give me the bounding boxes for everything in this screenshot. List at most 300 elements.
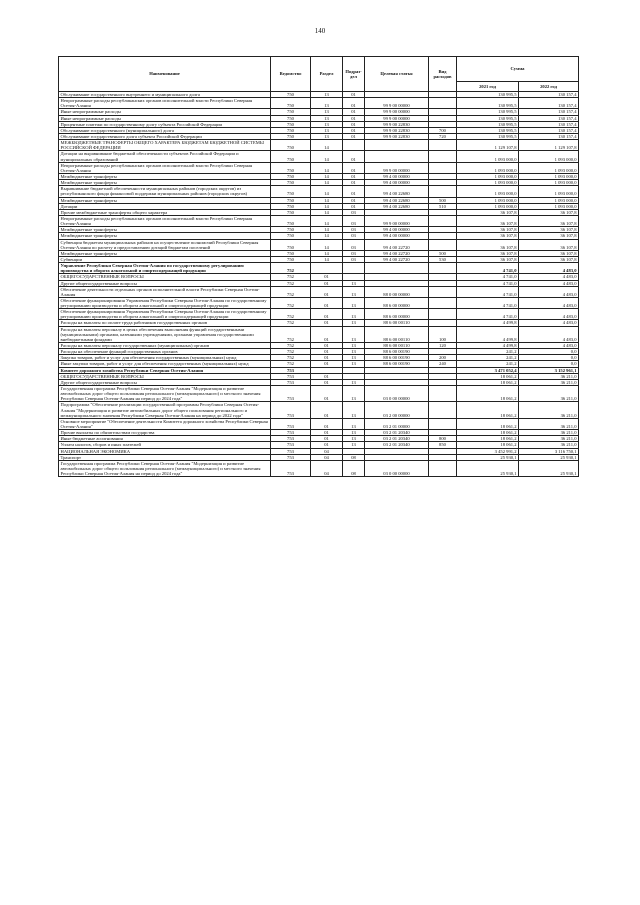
cell-ministry: 750 bbox=[271, 209, 311, 215]
cell-sum-2021: 36 107,8 bbox=[457, 239, 519, 250]
cell-expense-type: 800 bbox=[429, 436, 457, 442]
cell-subsection: 13 bbox=[343, 379, 365, 385]
cell-subsection: 13 bbox=[343, 436, 365, 442]
table-row bbox=[59, 186, 579, 197]
cell-ministry: 750 bbox=[271, 121, 311, 127]
cell-name: Межбюджетные трансферты bbox=[59, 197, 271, 203]
cell-sum-2022: 130 157,4 bbox=[519, 121, 579, 127]
cell-sum-2022: 4 483,0 bbox=[519, 274, 579, 280]
cell-subsection: 13 bbox=[343, 442, 365, 448]
cell-target-article: 88 6 00 00000 bbox=[365, 309, 429, 320]
cell-name: Транспорт bbox=[59, 454, 271, 460]
cell-sum-2022: 1 093 000,0 bbox=[519, 180, 579, 186]
cell-target-article: 03 2 01 00000 bbox=[365, 418, 429, 429]
cell-target-article: 88 6 00 00110 bbox=[365, 343, 429, 349]
cell-expense-type bbox=[429, 162, 457, 173]
cell-sum-2021: 130 995,5 bbox=[457, 127, 519, 133]
cell-ministry: 750 bbox=[271, 180, 311, 186]
cell-ministry: 750 bbox=[271, 256, 311, 262]
cell-ministry: 750 bbox=[271, 197, 311, 203]
cell-subsection: 03 bbox=[343, 227, 365, 233]
cell-sum-2021: 25 930,1 bbox=[457, 454, 519, 460]
cell-sum-2022: 1 093 000,0 bbox=[519, 173, 579, 179]
cell-target-article: 99 9 00 00000 bbox=[365, 109, 429, 115]
cell-target-article bbox=[365, 263, 429, 274]
cell-section: 14 bbox=[311, 233, 343, 239]
table-row bbox=[59, 326, 579, 342]
cell-name: Обслуживание государственного долга субъекта Российской Федерации bbox=[59, 133, 271, 139]
cell-sum-2022: 130 157,4 bbox=[519, 92, 579, 98]
cell-sum-2022: 3 116 750,1 bbox=[519, 448, 579, 454]
cell-name: Расходы на выплаты персоналу в целях обеспечения выполнения функций государственными (муниципальными) органами, казенными учреждениями, органами управления государственными внебюджетными фондами bbox=[59, 326, 271, 342]
cell-ministry: 750 bbox=[271, 215, 311, 226]
cell-expense-type bbox=[429, 402, 457, 418]
cell-sum-2022: 25 930,1 bbox=[519, 454, 579, 460]
cell-ministry: 753 bbox=[271, 379, 311, 385]
cell-sum-2021: 241,2 bbox=[457, 355, 519, 361]
cell-section: 14 bbox=[311, 173, 343, 179]
cell-sum-2021: 130 995,5 bbox=[457, 92, 519, 98]
cell-ministry: 750 bbox=[271, 162, 311, 173]
table-row bbox=[59, 386, 579, 402]
cell-target-article bbox=[365, 151, 429, 162]
cell-ministry: 750 bbox=[271, 239, 311, 250]
cell-section: 14 bbox=[311, 180, 343, 186]
cell-name: Основное мероприятие "Обеспечение деятельности Комитета дорожного хозяйства Республики Северная Осетия-Алания" bbox=[59, 418, 271, 429]
cell-sum-2021: 25 930,1 bbox=[457, 460, 519, 476]
cell-sum-2022: 36 211,0 bbox=[519, 436, 579, 442]
cell-sum-2022: 0,0 bbox=[519, 361, 579, 367]
cell-subsection: 03 bbox=[343, 209, 365, 215]
cell-subsection: 13 bbox=[343, 309, 365, 320]
cell-sum-2021: 1 093 000,0 bbox=[457, 186, 519, 197]
cell-sum-2021: 18 061,2 bbox=[457, 379, 519, 385]
cell-sum-2022: 36 107,8 bbox=[519, 233, 579, 239]
cell-ministry: 750 bbox=[271, 127, 311, 133]
cell-section: 13 bbox=[311, 98, 343, 109]
cell-name: Обеспечение функционирования Управления Республики Северная Осетия-Алания по государственному регулированию производства и оборота алкогольной и спиртосодержащей продукции bbox=[59, 309, 271, 320]
cell-sum-2022: 4 483,0 bbox=[519, 320, 579, 326]
cell-sum-2021: 18 061,2 bbox=[457, 430, 519, 436]
cell-subsection: 01 bbox=[343, 203, 365, 209]
cell-target-article: 88 6 00 00110 bbox=[365, 326, 429, 342]
cell-subsection: 03 bbox=[343, 256, 365, 262]
cell-section: 14 bbox=[311, 162, 343, 173]
cell-sum-2022: 36 211,0 bbox=[519, 373, 579, 379]
cell-target-article: 99 9 00 22830 bbox=[365, 133, 429, 139]
cell-section: 01 bbox=[311, 286, 343, 297]
cell-subsection: 01 bbox=[343, 92, 365, 98]
cell-name: МЕЖБЮДЖЕТНЫЕ ТРАНСФЕРТЫ ОБЩЕГО ХАРАКТЕРА БЮДЖЕТАМ БЮДЖЕТНОЙ СИСТЕМЫ РОССИЙСКОЙ ФЕДЕРАЦИИ bbox=[59, 140, 271, 151]
table-row bbox=[59, 215, 579, 226]
cell-ministry: 752 bbox=[271, 343, 311, 349]
cell-expense-type bbox=[429, 309, 457, 320]
cell-name: Закупка товаров, работ и услуг для обеспечения государственных (муниципальных) нужд bbox=[59, 355, 271, 361]
cell-name: Межбюджетные трансферты bbox=[59, 227, 271, 233]
cell-sum-2021: 36 107,8 bbox=[457, 215, 519, 226]
cell-expense-type: 500 bbox=[429, 197, 457, 203]
cell-subsection: 08 bbox=[343, 460, 365, 476]
cell-name: Межбюджетные трансферты bbox=[59, 250, 271, 256]
cell-sum-2021: 4 499,8 bbox=[457, 326, 519, 342]
cell-name: Обслуживание государственного внутреннего и муниципального долга bbox=[59, 92, 271, 98]
cell-sum-2022: 130 157,4 bbox=[519, 109, 579, 115]
cell-subsection: 13 bbox=[343, 402, 365, 418]
cell-sum-2021: 18 061,2 bbox=[457, 402, 519, 418]
cell-section: 01 bbox=[311, 274, 343, 280]
cell-section: 01 bbox=[311, 297, 343, 308]
cell-subsection: 01 bbox=[343, 133, 365, 139]
cell-target-article: 03 2 01 20340 bbox=[365, 442, 429, 448]
cell-section: 01 bbox=[311, 430, 343, 436]
cell-sum-2022: 1 129 107,8 bbox=[519, 140, 579, 151]
cell-subsection: 13 bbox=[343, 286, 365, 297]
cell-name: Прочие выплаты по обязательствам государства bbox=[59, 430, 271, 436]
cell-ministry: 752 bbox=[271, 326, 311, 342]
cell-section: 14 bbox=[311, 215, 343, 226]
cell-section: 13 bbox=[311, 92, 343, 98]
cell-expense-type: 500 bbox=[429, 250, 457, 256]
cell-ministry: 753 bbox=[271, 386, 311, 402]
cell-subsection: 13 bbox=[343, 361, 365, 367]
cell-name: Государственная программа Республики Северная Осетия-Алания "Модернизация и развитие автомобильных дорог общего пользования регионального (межмуниципального) и местного значения Республики Северная Осетия-Алания на период до 2024 года" bbox=[59, 460, 271, 476]
cell-ministry: 750 bbox=[271, 173, 311, 179]
cell-subsection: 13 bbox=[343, 349, 365, 355]
cell-name: Субвенция бюджетам муниципальных районов на осуществление полномочий Республики Северная Осетия-Алания по расчету и предоставлению дотаций бюджетам поселений bbox=[59, 239, 271, 250]
cell-sum-2021: 130 995,5 bbox=[457, 98, 519, 109]
cell-ministry: 752 bbox=[271, 320, 311, 326]
cell-target-article: 88 6 00 00190 bbox=[365, 361, 429, 367]
cell-ministry: 750 bbox=[271, 109, 311, 115]
cell-expense-type: 700 bbox=[429, 127, 457, 133]
table-body bbox=[59, 92, 579, 477]
cell-sum-2022: 4 483,0 bbox=[519, 297, 579, 308]
cell-sum-2021: 241,2 bbox=[457, 349, 519, 355]
cell-subsection: 13 bbox=[343, 280, 365, 286]
cell-section: 14 bbox=[311, 151, 343, 162]
budget-table bbox=[58, 56, 579, 477]
cell-expense-type: 100 bbox=[429, 326, 457, 342]
cell-subsection: 01 bbox=[343, 197, 365, 203]
cell-name: ОБЩЕГОСУДАРСТВЕННЫЕ ВОПРОСЫ bbox=[59, 274, 271, 280]
cell-section: 14 bbox=[311, 256, 343, 262]
cell-name: Иные закупки товаров, работ и услуг для обеспечения государственных (муниципальных) нужд bbox=[59, 361, 271, 367]
cell-sum-2022: 36 211,0 bbox=[519, 418, 579, 429]
cell-section: 14 bbox=[311, 209, 343, 215]
cell-target-article: 99 4 00 22680 bbox=[365, 186, 429, 197]
cell-subsection: 01 bbox=[343, 115, 365, 121]
cell-subsection: 03 bbox=[343, 250, 365, 256]
cell-sum-2021: 130 995,5 bbox=[457, 133, 519, 139]
cell-name: Уплата налогов, сборов и иных платежей bbox=[59, 442, 271, 448]
cell-target-article: 99 4 00 00000 bbox=[365, 233, 429, 239]
table-row bbox=[59, 460, 579, 476]
cell-ministry: 752 bbox=[271, 263, 311, 274]
cell-ministry: 752 bbox=[271, 286, 311, 297]
cell-sum-2021: 36 107,8 bbox=[457, 250, 519, 256]
cell-name: Непрограммные расходы республиканских органов исполнительной власти Республики Северная Осетия-Алания bbox=[59, 215, 271, 226]
cell-target-article: 88 0 00 00000 bbox=[365, 286, 429, 297]
cell-sum-2021: 1 093 000,0 bbox=[457, 151, 519, 162]
cell-sum-2022: 36 107,8 bbox=[519, 250, 579, 256]
cell-expense-type: 240 bbox=[429, 361, 457, 367]
cell-ministry: 753 bbox=[271, 442, 311, 448]
cell-sum-2021: 36 107,8 bbox=[457, 227, 519, 233]
cell-name: Иные бюджетные ассигнования bbox=[59, 436, 271, 442]
cell-name: Межбюджетные трансферты bbox=[59, 233, 271, 239]
cell-expense-type bbox=[429, 386, 457, 402]
cell-sum-2021: 4 741,0 bbox=[457, 309, 519, 320]
cell-sum-2022: 1 093 000,0 bbox=[519, 197, 579, 203]
cell-sum-2022: 130 157,4 bbox=[519, 115, 579, 121]
table-row bbox=[59, 263, 579, 274]
cell-target-article: 99 9 00 22830 bbox=[365, 127, 429, 133]
cell-sum-2021: 18 061,2 bbox=[457, 436, 519, 442]
cell-section: 01 bbox=[311, 436, 343, 442]
cell-subsection: 13 bbox=[343, 297, 365, 308]
cell-subsection: 01 bbox=[343, 162, 365, 173]
cell-sum-2021: 3 471 052,4 bbox=[457, 367, 519, 373]
cell-sum-2022: 4 483,0 bbox=[519, 286, 579, 297]
cell-subsection: 01 bbox=[343, 98, 365, 109]
cell-section: 14 bbox=[311, 227, 343, 233]
cell-sum-2022: 36 211,0 bbox=[519, 430, 579, 436]
cell-sum-2022: 36 211,0 bbox=[519, 379, 579, 385]
cell-section: 01 bbox=[311, 418, 343, 429]
cell-expense-type bbox=[429, 215, 457, 226]
table-row bbox=[59, 309, 579, 320]
cell-ministry: 750 bbox=[271, 133, 311, 139]
cell-target-article: 99 9 00 00000 bbox=[365, 215, 429, 226]
cell-sum-2021: 4 741,0 bbox=[457, 263, 519, 274]
cell-ministry: 753 bbox=[271, 454, 311, 460]
cell-subsection: 03 bbox=[343, 239, 365, 250]
cell-ministry: 750 bbox=[271, 233, 311, 239]
cell-name: Расходы на выплаты по оплате труда работников государственных органов bbox=[59, 320, 271, 326]
cell-target-article: 99 4 00 00000 bbox=[365, 173, 429, 179]
cell-subsection: 08 bbox=[343, 454, 365, 460]
cell-sum-2021: 36 107,8 bbox=[457, 209, 519, 215]
cell-subsection: 03 bbox=[343, 215, 365, 226]
cell-expense-type bbox=[429, 263, 457, 274]
header-year-2022: 2022 год bbox=[519, 82, 579, 92]
header-expense-type: Вид расходов bbox=[429, 57, 457, 92]
cell-sum-2022: 36 107,8 bbox=[519, 215, 579, 226]
cell-name: Комитет дорожного хозяйства Республики Северная Осетия-Алания bbox=[59, 367, 271, 373]
cell-sum-2022: 4 483,0 bbox=[519, 343, 579, 349]
header-ministry: Ведомство bbox=[271, 57, 311, 92]
cell-target-article: 99 9 00 22830 bbox=[365, 121, 429, 127]
cell-sum-2021: 18 061,2 bbox=[457, 418, 519, 429]
cell-sum-2021: 130 995,5 bbox=[457, 121, 519, 127]
cell-target-article: 99 4 00 22680 bbox=[365, 203, 429, 209]
cell-section: 01 bbox=[311, 373, 343, 379]
cell-expense-type: 510 bbox=[429, 203, 457, 209]
cell-sum-2022: 36 211,0 bbox=[519, 442, 579, 448]
header-name: Наименование bbox=[59, 57, 271, 92]
cell-expense-type bbox=[429, 460, 457, 476]
cell-ministry: 750 bbox=[271, 98, 311, 109]
cell-sum-2022: 4 483,0 bbox=[519, 309, 579, 320]
cell-subsection: 01 bbox=[343, 186, 365, 197]
cell-target-article: 03 2 01 20340 bbox=[365, 436, 429, 442]
cell-sum-2022: 36 211,0 bbox=[519, 402, 579, 418]
cell-sum-2021: 130 995,5 bbox=[457, 109, 519, 115]
table-row bbox=[59, 286, 579, 297]
cell-subsection: 13 bbox=[343, 430, 365, 436]
table-row bbox=[59, 418, 579, 429]
cell-name: Межбюджетные трансферты bbox=[59, 173, 271, 179]
cell-sum-2021: 1 129 107,8 bbox=[457, 140, 519, 151]
table-row bbox=[59, 140, 579, 151]
cell-section: 01 bbox=[311, 386, 343, 402]
cell-expense-type bbox=[429, 418, 457, 429]
cell-ministry: 753 bbox=[271, 430, 311, 436]
cell-name: Обеспечение деятельности отдельных органов исполнительной власти Республики Северная Осетия-Алания bbox=[59, 286, 271, 297]
cell-name: Субвенции bbox=[59, 256, 271, 262]
cell-ministry: 752 bbox=[271, 309, 311, 320]
cell-name: Процентные платежи по государственному долгу субъекта Российской Федерации bbox=[59, 121, 271, 127]
cell-sum-2022: 36 107,8 bbox=[519, 239, 579, 250]
cell-sum-2022: 1 093 000,0 bbox=[519, 203, 579, 209]
cell-section: 01 bbox=[311, 309, 343, 320]
cell-target-article: 99 9 00 00000 bbox=[365, 162, 429, 173]
cell-ministry: 753 bbox=[271, 448, 311, 454]
cell-target-article: 88 6 00 00000 bbox=[365, 297, 429, 308]
cell-expense-type: 850 bbox=[429, 442, 457, 448]
cell-sum-2021: 4 499,8 bbox=[457, 343, 519, 349]
cell-sum-2022: 4 483,0 bbox=[519, 263, 579, 274]
cell-ministry: 750 bbox=[271, 115, 311, 121]
cell-target-article: 03 2 01 20340 bbox=[365, 430, 429, 436]
table-row bbox=[59, 162, 579, 173]
cell-section: 01 bbox=[311, 349, 343, 355]
table-row bbox=[59, 98, 579, 109]
cell-target-article bbox=[365, 140, 429, 151]
cell-section: 13 bbox=[311, 115, 343, 121]
cell-section: 04 bbox=[311, 460, 343, 476]
cell-ministry: 750 bbox=[271, 140, 311, 151]
header-year-2021: 2021 год bbox=[457, 82, 519, 92]
page-number: 140 bbox=[314, 27, 326, 35]
cell-section: 01 bbox=[311, 379, 343, 385]
cell-section: 01 bbox=[311, 326, 343, 342]
cell-ministry: 752 bbox=[271, 274, 311, 280]
cell-expense-type: 120 bbox=[429, 343, 457, 349]
cell-ministry: 752 bbox=[271, 361, 311, 367]
cell-ministry: 750 bbox=[271, 151, 311, 162]
cell-ministry: 752 bbox=[271, 280, 311, 286]
cell-ministry: 750 bbox=[271, 92, 311, 98]
cell-sum-2021: 36 107,8 bbox=[457, 233, 519, 239]
cell-ministry: 753 bbox=[271, 373, 311, 379]
cell-target-article: 99 9 00 00000 bbox=[365, 98, 429, 109]
cell-ministry: 753 bbox=[271, 367, 311, 373]
cell-section: 01 bbox=[311, 402, 343, 418]
cell-ministry: 750 bbox=[271, 250, 311, 256]
cell-subsection: 13 bbox=[343, 355, 365, 361]
cell-sum-2021: 130 995,5 bbox=[457, 115, 519, 121]
cell-sum-2022: 1 093 000,0 bbox=[519, 162, 579, 173]
cell-expense-type: 720 bbox=[429, 133, 457, 139]
cell-ministry: 750 bbox=[271, 203, 311, 209]
cell-name: Прочие межбюджетные трансферты общего характера bbox=[59, 209, 271, 215]
cell-subsection: 13 bbox=[343, 418, 365, 429]
cell-section: 04 bbox=[311, 448, 343, 454]
cell-target-article: 99 9 00 00000 bbox=[365, 115, 429, 121]
cell-sum-2021: 1 093 000,0 bbox=[457, 203, 519, 209]
cell-name: Обслуживание государственного (муниципального) долга bbox=[59, 127, 271, 133]
cell-target-article: 88 6 00 00190 bbox=[365, 349, 429, 355]
cell-sum-2022: 3 152 961,1 bbox=[519, 367, 579, 373]
cell-sum-2022: 130 157,4 bbox=[519, 98, 579, 109]
cell-sum-2022: 4 483,0 bbox=[519, 326, 579, 342]
cell-expense-type bbox=[429, 98, 457, 109]
cell-section: 14 bbox=[311, 140, 343, 151]
cell-name: Другие общегосударственные вопросы bbox=[59, 379, 271, 385]
cell-subsection: 01 bbox=[343, 109, 365, 115]
cell-sum-2021: 1 093 000,0 bbox=[457, 197, 519, 203]
cell-target-article: 99 4 00 22720 bbox=[365, 250, 429, 256]
cell-target-article: 99 4 00 22720 bbox=[365, 256, 429, 262]
cell-section: 14 bbox=[311, 186, 343, 197]
cell-sum-2021: 36 107,8 bbox=[457, 256, 519, 262]
cell-name: Иные непрограммные расходы bbox=[59, 109, 271, 115]
cell-name: Подпрограмма "Обеспечение реализации государственной программы Республики Северная Осетия-Алания "Модернизация и развитие автомобильных дорог общего пользования регионального и межмуниципального значения Республики Северная Осетия-Алания на период до 2022 года" bbox=[59, 402, 271, 418]
cell-name: Непрограммные расходы республиканских органов исполнительной власти Республики Северная Осетия-Алания bbox=[59, 162, 271, 173]
table-row bbox=[59, 402, 579, 418]
cell-subsection: 13 bbox=[343, 326, 365, 342]
cell-subsection: 01 bbox=[343, 173, 365, 179]
cell-ministry: 752 bbox=[271, 297, 311, 308]
cell-expense-type bbox=[429, 286, 457, 297]
cell-sum-2021: 4 741,0 bbox=[457, 286, 519, 297]
cell-target-article: 88 6 00 00190 bbox=[365, 355, 429, 361]
cell-sum-2022: 36 107,8 bbox=[519, 256, 579, 262]
cell-section: 01 bbox=[311, 320, 343, 326]
cell-sum-2022: 130 157,4 bbox=[519, 127, 579, 133]
cell-sum-2021: 4 741,0 bbox=[457, 297, 519, 308]
cell-name: ОБЩЕГОСУДАРСТВЕННЫЕ ВОПРОСЫ bbox=[59, 373, 271, 379]
cell-subsection: 13 bbox=[343, 386, 365, 402]
cell-name: Межбюджетные трансферты bbox=[59, 180, 271, 186]
cell-sum-2021: 18 061,2 bbox=[457, 386, 519, 402]
cell-sum-2022: 130 157,4 bbox=[519, 133, 579, 139]
cell-section: 14 bbox=[311, 250, 343, 256]
cell-sum-2021: 4 741,0 bbox=[457, 274, 519, 280]
cell-section: 14 bbox=[311, 197, 343, 203]
cell-name: Выравнивание бюджетной обеспеченности муниципальных районов (городских округов) из республиканского фонда финансовой поддержки муниципальных районов (городских округов) bbox=[59, 186, 271, 197]
cell-sum-2021: 4 499,8 bbox=[457, 320, 519, 326]
cell-subsection: 13 bbox=[343, 320, 365, 326]
table-row bbox=[59, 297, 579, 308]
cell-expense-type bbox=[429, 140, 457, 151]
header-section: Раздел bbox=[311, 57, 343, 92]
cell-sum-2021: 18 061,2 bbox=[457, 442, 519, 448]
header-target-article: Целевая статья bbox=[365, 57, 429, 92]
cell-sum-2021: 1 093 000,0 bbox=[457, 180, 519, 186]
cell-sum-2021: 241,2 bbox=[457, 361, 519, 367]
cell-subsection bbox=[343, 140, 365, 151]
cell-sum-2022: 0,0 bbox=[519, 349, 579, 355]
cell-ministry: 752 bbox=[271, 355, 311, 361]
cell-expense-type bbox=[429, 186, 457, 197]
cell-name: Управление Республики Северная Осетия-Алания по государственному регулированию производства и оборота алкогольной и спиртосодержащей продукции bbox=[59, 263, 271, 274]
cell-subsection bbox=[343, 263, 365, 274]
cell-sum-2022: 1 093 000,0 bbox=[519, 186, 579, 197]
cell-section: 14 bbox=[311, 203, 343, 209]
cell-subsection: 01 bbox=[343, 121, 365, 127]
